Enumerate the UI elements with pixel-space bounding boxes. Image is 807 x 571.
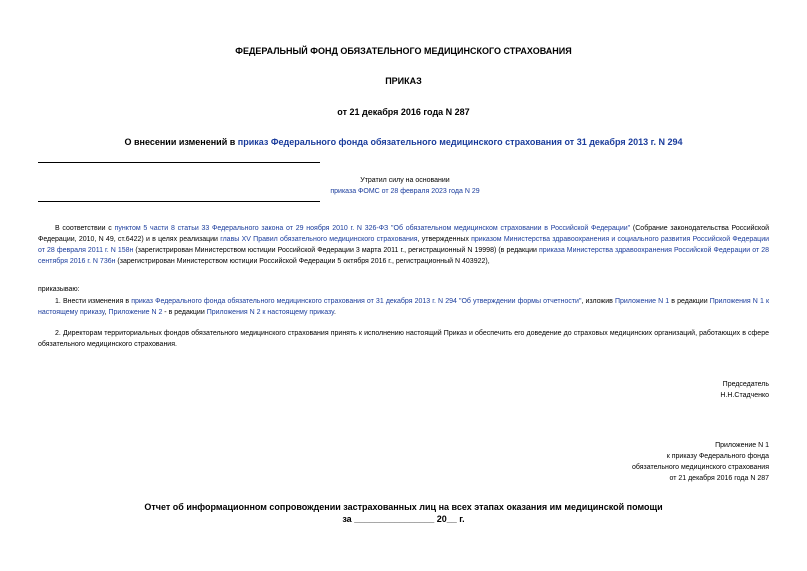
organization-heading: ФЕДЕРАЛЬНЫЙ ФОНД ОБЯЗАТЕЛЬНОГО МЕДИЦИНСКОГО СТРАХОВАНИЯ xyxy=(235,46,572,56)
document-type-heading: ПРИКАЗ xyxy=(385,76,422,86)
item-1-text: в редакции xyxy=(669,298,710,305)
item-1-text: 1. Внести изменения в xyxy=(55,298,132,305)
item-2-paragraph: 2. Директорам территориальных фондов обязательного медицинского страхования принять к исполнению настоящий Приказ и обеспечить его доведение до страховых медицинских организаций, работающих в сфере обязательного медицинского страхования. xyxy=(38,330,769,348)
lost-force-link[interactable]: приказа ФОМС от 28 февраля 2023 года N 29 xyxy=(330,188,480,195)
item-1-text: , изложив xyxy=(581,298,615,305)
preamble-paragraph xyxy=(38,223,769,267)
item-1-text: - в редакции xyxy=(162,309,207,316)
appendix-1-link[interactable]: Приложение N 1 xyxy=(614,298,670,305)
subject-link[interactable]: приказ Федерального фонда обязательного медицинского страхования от 31 декабря 2013 г. N 294 xyxy=(237,137,683,147)
date-number-heading: от 21 декабря 2016 года N 287 xyxy=(337,107,470,117)
subject-heading xyxy=(0,137,807,147)
appendix-block xyxy=(632,440,769,484)
subject-prefix: О внесении изменений в xyxy=(124,137,238,147)
item-1-text: , xyxy=(104,309,109,316)
appendix-line: к приказу Федерального фонда xyxy=(666,453,769,460)
appendix-2-link[interactable]: Приложение N 2 xyxy=(108,309,163,316)
signature-block xyxy=(720,379,769,401)
appendix-line: обязательного медицинского страхования xyxy=(631,464,769,471)
lost-force-line: Утратил силу на основании xyxy=(360,177,450,184)
report-period: за ________________ 20__ г. xyxy=(342,514,465,524)
report-title: Отчет об информационном сопровождении застрахованных лиц на всех этапах оказания им медицинской помощи xyxy=(144,502,663,512)
ministry-amendment-link[interactable]: приказа Министерства здравоохранения Российской Федерации от 28 сентября 2016 г. N 736н xyxy=(38,247,770,265)
signature-position: Председатель xyxy=(722,381,769,388)
item-1-text: . xyxy=(333,309,336,316)
divider-top xyxy=(38,162,320,163)
divider-bottom xyxy=(38,201,320,202)
item-1-paragraph xyxy=(38,296,769,318)
lost-force-note xyxy=(322,175,488,197)
signature-name: Н.Н.Стадченко xyxy=(720,392,769,399)
order-word: приказываю: xyxy=(38,286,80,293)
new-appendix-2-link[interactable]: Приложения N 2 к настоящему приказу xyxy=(206,309,334,316)
order-294-link[interactable]: приказ Федерального фонда обязательного медицинского страхования от 31 декабря 2013 г. N 294 "Об утверждении формы отчетности" xyxy=(131,298,582,305)
preamble-text: (зарегистрирован Министерством юстиции Российской Федерации 5 октября 2016 г., регистрационный N 403922), xyxy=(115,258,490,265)
appendix-line: Приложение N 1 xyxy=(715,442,769,449)
appendix-line: от 21 декабря 2016 года N 287 xyxy=(669,475,769,482)
ministry-order-link[interactable]: приказом Министерства здравоохранения и социального развития Российской Федерации от 28 февраля 2011 г. N 158н xyxy=(38,236,770,254)
rules-chapter-link[interactable]: главы XV Правил обязательного медицинского страхования xyxy=(220,236,418,243)
preamble-text: (зарегистрирован Министерством юстиции Российской Федерации 3 марта 2011 г., регистрационный N 19998) (в редакции xyxy=(133,247,540,254)
preamble-text: В соответствии с xyxy=(55,225,115,232)
new-appendix-1-link[interactable]: Приложения N 1 к настоящему приказу xyxy=(38,298,770,316)
preamble-text: , утвержденных xyxy=(417,236,472,243)
preamble-text: (Собрание законодательства Российской Федерации, 2010, N 49, ст.6422) и в целях реализации xyxy=(38,225,770,243)
law-link[interactable]: пунктом 5 части 8 статьи 33 Федерального закона от 29 ноября 2010 г. N 326-ФЗ "Об обязательном медицинском страховании в Российской Федерации" xyxy=(114,225,631,232)
